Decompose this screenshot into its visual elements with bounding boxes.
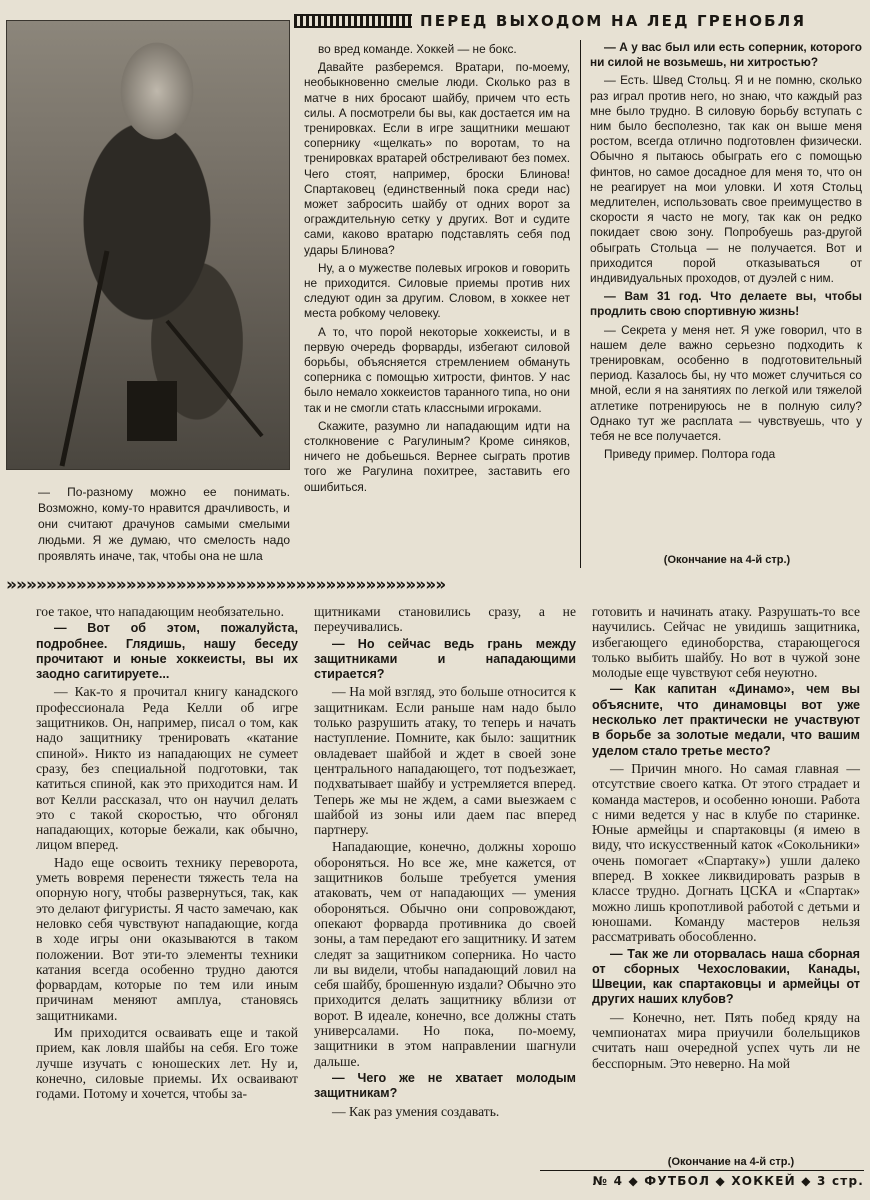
top-column-3	[590, 40, 862, 560]
continued-note-top: (Окончание на 4-й стр.)	[663, 554, 791, 566]
paragraph: — Секрета у меня нет. Я уже говорил, что в нашем деле важно серьезно подходить к тренировкам, особенно в подготовительный период. Казалось бы, ну что может случиться со мной, если я на занятиях по легкой или тяжелой атлетике потренируюсь не в полную силу? Однако тут же расплата — чувствуешь, что у тебя не все получается.	[590, 322, 862, 444]
paragraph: — Как-то я прочитал книгу канадского профессионала Реда Келли об игре защитников. Он, например, писал о том, как надо защитнику тренировать «катание спиной». Никто из нападающих не сумеет сразу, без специальной подготовки, так катиться спиной, как это приходится нам. И вот Келли рассказал, что он научил делать это с такой скоростью, что обгонял нападающих, которые бежали, как обычно, лицом вперед.	[36, 684, 298, 853]
column-rule	[580, 40, 581, 568]
hockey-player-photo	[6, 20, 290, 470]
continued-note-bottom: (Окончание на 4-й стр.)	[667, 1156, 795, 1168]
paragraph: Скажите, разумно ли нападающим идти на столкновение с Рагулиным? Кроме синяков, ничего не добьешься. Вернее сыграть против того же Рагулина похитрее, заставить его ошибиться.	[304, 418, 570, 494]
paragraph: — Причин много. Но самая главная — отсутствие своего катка. От этого страдает и команда мастеров, и особенно юноши. Работа с ними ведется у нас в клубе по старинке. Юные армейцы и спартаковцы (я имею в виду, что искусственный каток «Сокольники» очень помогает «Спартаку») ушли далеко вперед. В хоккее ликвидировать разрыв в классе трудно. Догнать ЦСКА и «Спартак» можно лишь кропотливой работой с детьми и юношами. Команду мастеров нельзя рассматривать обособленно.	[592, 760, 860, 945]
paragraph: Ну, а о мужестве полевых игроков и говорить не приходится. Силовые приемы против них следуют один за другим. Словом, в хоккее нет места робкому человеку.	[304, 260, 570, 321]
bottom-column-2	[314, 604, 576, 1170]
bottom-column-3	[592, 604, 860, 1164]
paragraph: гое такое, что нападающим необязательно.	[36, 604, 284, 619]
paragraph: щитниками становились сразу, а не переучивались.	[314, 604, 576, 635]
paragraph: готовить и начинать атаку. Разрушать-то все научились. Сейчас не увидишь защитника, избегающего единоборства, старающегося только выбить шайбу. Но вот в чужой зоне молодые еще чувствуют себя неуютно.	[592, 604, 860, 681]
paragraph: Надо еще освоить технику переворота, уметь вовремя перенести тяжесть тела на опорную ногу, чтобы развернуться, так, как это делают фигуристы. Я часто замечаю, как неловко себя чувствуют нападающие, когда в ходе игры они оказываются в таком положении. Вот эти-то элементы техники катания всегда особенно трудно даются форвардам, которые по тем или иным причинам меняют амплуа, становясь защитниками.	[36, 854, 298, 1023]
interview-question: — Но сейчас ведь грань между защитниками и нападающими стирается?	[314, 636, 576, 682]
article-title: ПЕРЕД ВЫХОДОМ НА ЛЕД ГРЕНОБЛЯ	[420, 12, 807, 30]
paragraph: — Конечно, нет. Пять побед кряду на чемпионатах мира приучили болельщиков считать наш очередной успех чуть ли не бесспорным. Это неверно. На мой	[592, 1009, 860, 1071]
paragraph: Приведу пример. Полтора года	[604, 447, 776, 462]
decorative-divider: »»»»»»»»»»»»»»»»»»»»»»»»»»»»»»»»»»»»»»»»»»»»	[6, 575, 446, 595]
interview-question: — Как капитан «Динамо», чем вы объясните, что динамовцы вот уже несколько лет практически не участвуют в борьбе за золотые медали, что вашим уделом стало третье место?	[592, 682, 860, 758]
interview-question: — Вам 31 год. Что делаете вы, чтобы продлить свою спортивную жизнь!	[590, 289, 862, 319]
article-title-bar	[294, 8, 866, 34]
page-footer: № 4 ◆ ФУТБОЛ ◆ ХОККЕЙ ◆ 3 стр.	[592, 1174, 864, 1188]
paragraph: Им приходится осваивать еще и такой прием, как ловля шайбы на себя. Его тоже лучше изучать с юношеских лет. Ну и, конечно, силовые приемы. Их осваивают годами. Потому и хочется, чтобы за-	[36, 1025, 298, 1102]
interview-question: — Чего же не хватает молодым защитникам?	[314, 1070, 576, 1101]
paragraph: — Есть. Швед Стольц. Я и не помню, сколько раз играл против него, но знаю, что каждый раз мне было трудно. В силовую борьбу вступать с ним было бесполезно, так как он выше меня ростом, всегда отлично подготовлен физически. Обычно я пытаюсь обыграть его с помощью финтов, но самое досадное для меня то, что он не реагирует на мои уловки. И хотя Стольц медлителен, использовать свое преимущество в скорости я часто не могу, так как он редко покидает свою зону. Попробуешь раз-другой обыграть Стольца — не получается. Вот и приходится порой отказываться от индивидуальных проходов, от дуэлей с ним.	[590, 73, 862, 286]
paragraph: Нападающие, конечно, должны хорошо обороняться. Но все же, мне кажется, от защитников больше требуется умения атаковать, чем от нападающих — умения обороняться. Обычно они сопровождают, опекают форварда противника до своей зоны, а там передают его защитнику. И затем следят за защитником соперника. Но часто ли вы видели, чтобы нападающий ловил на себя шайбу, брошенную издали? Обычно это приходится делать защитнику вблизи от ворот. В идеале, конечно, все должны стать универсалами. Но пока, по-моему, защитники в этом направлении шагнули дальше.	[314, 839, 576, 1069]
interview-question: — Вот об этом, пожалуйста, подробнее. Глядишь, нашу беседу прочитают и юные хоккеисты, вы их заодно сагитируете...	[36, 621, 298, 682]
paragraph: А то, что порой некоторые хоккеисты, и в первую очередь форварды, избегают силовой борьбы, объясняется стремлением обмануть соперника с помощью хитрости, финтов. У нас было немало хоккеистов таранного типа, но они так и не смогли стать классными игроками.	[304, 324, 570, 415]
bottom-column-1	[36, 604, 298, 1170]
title-decoration	[294, 14, 412, 28]
photo-caption: — По-разному можно ее понимать. Возможно, кому-то нравится драчливость, и они считают драчунов самыми смелыми людьми. Я же думаю, что смелость надо проявлять иначе, так, чтобы она не шла	[38, 485, 290, 563]
paragraph: Давайте разберемся. Вратари, по-моему, необыкновенно смелые люди. Сколько раз в матче в них бросают шайбу, причем что есть силы. А посмотрели бы вы, как достается им на тренировках. Если в игре защитники мешают сопернику «щелкать» по воротам, то на тренировках вратарей обстреливают без помех. Чего стоят, например, броски Блинова! Спартаковец (единственный пока среди нас) может забросить шайбу от одних ворот за ограждительную сетку у других. Вот и судите сами, каково вратарю подставлять себя под удары Блинова?	[304, 60, 570, 257]
footer-rule	[540, 1170, 864, 1171]
paragraph: во вред команде. Хоккей — не бокс.	[318, 42, 517, 56]
paragraph: — Как раз умения создавать.	[332, 1103, 500, 1119]
paragraph: — На мой взгляд, это больше относится к защитникам. Если раньше нам надо было только разрушить атаку, то теперь и начать наступление. Помните, как было: защитник овладевает шайбой и ждет в своей зоне центрального нападающего, тот подъезжает, подхватывает шайбу и устремляется вперед. Теперь же мы не ждем, а сами выезжаем с шайбой из зоны или даем пас вперед партнеру.	[314, 684, 576, 838]
interview-question: — Так же ли оторвалась наша сборная от сборных Чехословакии, Канады, Швеции, как спартаковцы и армейцы от других наших клубов?	[592, 946, 860, 1007]
interview-question: — А у вас был или есть соперник, которого ни силой не возьмешь, ни хитростью?	[590, 40, 862, 70]
top-column-2	[304, 42, 570, 570]
hockey-stick-drawing	[7, 21, 289, 469]
